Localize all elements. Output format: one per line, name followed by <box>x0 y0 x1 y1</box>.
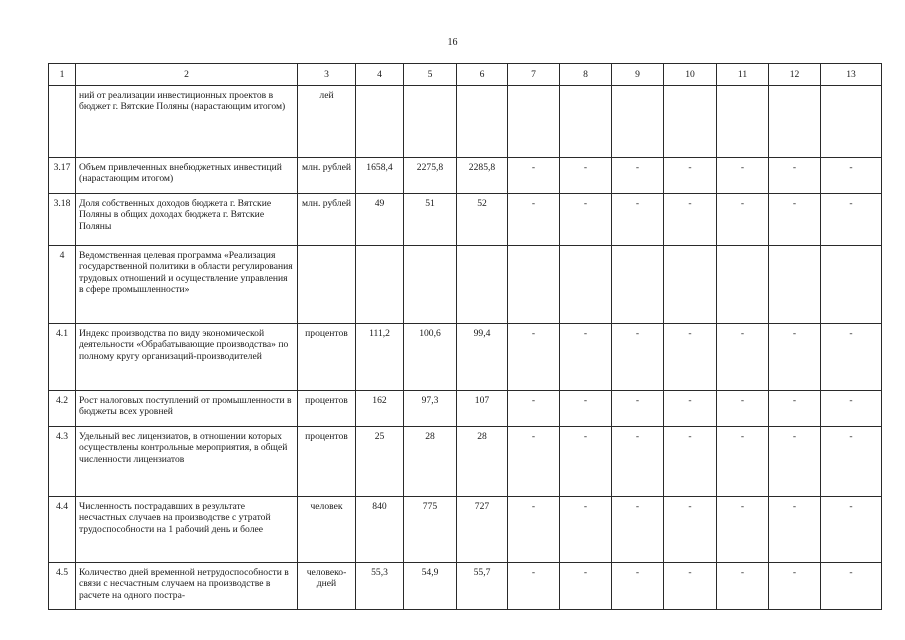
value-cell: - <box>769 427 821 497</box>
value-cell <box>821 246 882 324</box>
column-header: 3 <box>298 64 356 86</box>
column-header: 8 <box>560 64 612 86</box>
value-cell: 99,4 <box>457 324 508 391</box>
value-cell: - <box>508 497 560 563</box>
indicators-table <box>48 63 882 610</box>
unit-cell: процентов <box>298 324 356 391</box>
indicator-name-cell: ний от реализации инвестиционных проектов в бюджет г. Вятские Поляны (нарастающим итогом) <box>76 86 298 158</box>
row-number-cell: 3.17 <box>49 158 76 194</box>
value-cell <box>508 246 560 324</box>
indicator-name-cell: Удельный вес лицензиатов, в отношении которых осуществлены контрольные мероприятия, в общей численности лицензиатов <box>76 427 298 497</box>
value-cell: - <box>821 324 882 391</box>
value-cell: - <box>560 391 612 427</box>
value-cell: - <box>612 194 664 246</box>
value-cell: - <box>717 391 769 427</box>
unit-cell: лей <box>298 86 356 158</box>
value-cell: 54,9 <box>404 563 457 610</box>
value-cell: - <box>612 427 664 497</box>
column-header: 10 <box>664 64 717 86</box>
value-cell: - <box>821 563 882 610</box>
value-cell: - <box>560 563 612 610</box>
value-cell <box>560 86 612 158</box>
value-cell <box>612 86 664 158</box>
value-cell: 52 <box>457 194 508 246</box>
value-cell: - <box>508 324 560 391</box>
value-cell: - <box>717 427 769 497</box>
value-cell: - <box>508 563 560 610</box>
value-cell: 28 <box>457 427 508 497</box>
value-cell: - <box>560 194 612 246</box>
row-number-cell: 4 <box>49 246 76 324</box>
table-row <box>49 427 882 497</box>
value-cell: 97,3 <box>404 391 457 427</box>
value-cell <box>457 246 508 324</box>
unit-cell: человек <box>298 497 356 563</box>
row-number-cell: 4.5 <box>49 563 76 610</box>
value-cell <box>404 246 457 324</box>
value-cell: - <box>508 158 560 194</box>
row-number-cell: 4.1 <box>49 324 76 391</box>
value-cell <box>356 86 404 158</box>
unit-cell <box>298 246 356 324</box>
unit-cell: млн. рублей <box>298 158 356 194</box>
column-header: 13 <box>821 64 882 86</box>
value-cell: 727 <box>457 497 508 563</box>
row-number-cell: 4.4 <box>49 497 76 563</box>
value-cell: - <box>717 563 769 610</box>
value-cell: 51 <box>404 194 457 246</box>
unit-cell: млн. рублей <box>298 194 356 246</box>
value-cell: - <box>612 324 664 391</box>
value-cell <box>404 86 457 158</box>
value-cell: 55,3 <box>356 563 404 610</box>
value-cell <box>356 246 404 324</box>
value-cell: - <box>769 158 821 194</box>
indicator-name-cell: Доля собственных доходов бюджета г. Вятские Поляны в общих доходах бюджета г. Вятские Поляны <box>76 194 298 246</box>
column-header: 4 <box>356 64 404 86</box>
column-header: 12 <box>769 64 821 86</box>
value-cell: 840 <box>356 497 404 563</box>
value-cell <box>508 86 560 158</box>
indicator-name-cell: Численность пострадавших в результате несчастных случаев на производстве с утратой трудоспособности на 1 рабочий день и более <box>76 497 298 563</box>
value-cell <box>717 86 769 158</box>
value-cell: - <box>664 158 717 194</box>
value-cell <box>560 246 612 324</box>
value-cell: - <box>560 427 612 497</box>
unit-cell: процентов <box>298 427 356 497</box>
value-cell: - <box>612 563 664 610</box>
value-cell <box>664 246 717 324</box>
value-cell: - <box>821 158 882 194</box>
value-cell: - <box>769 194 821 246</box>
value-cell: - <box>612 158 664 194</box>
value-cell: - <box>717 194 769 246</box>
value-cell: - <box>821 194 882 246</box>
value-cell: - <box>717 158 769 194</box>
row-number-cell <box>49 86 76 158</box>
indicator-name-cell: Индекс производства по виду экономической деятельности «Обрабатывающие производства» по полному кругу организаций-производителей <box>76 324 298 391</box>
value-cell: - <box>769 563 821 610</box>
column-header: 7 <box>508 64 560 86</box>
table-row <box>49 497 882 563</box>
value-cell: - <box>560 158 612 194</box>
indicator-name-cell: Ведомственная целевая программа «Реализация государственной политики в области регулирования трудовых отношений и осуществление управления в сфере промышленности» <box>76 246 298 324</box>
value-cell <box>821 86 882 158</box>
value-cell <box>664 86 717 158</box>
table-row <box>49 246 882 324</box>
value-cell: - <box>717 497 769 563</box>
table-row <box>49 194 882 246</box>
page-number: 16 <box>447 37 458 48</box>
value-cell: - <box>664 427 717 497</box>
column-header: 1 <box>49 64 76 86</box>
value-cell: - <box>821 427 882 497</box>
value-cell: 1658,4 <box>356 158 404 194</box>
value-cell: - <box>664 391 717 427</box>
row-number-cell: 4.2 <box>49 391 76 427</box>
column-header: 2 <box>76 64 298 86</box>
unit-cell: человеко-дней <box>298 563 356 610</box>
value-cell: 162 <box>356 391 404 427</box>
column-header: 9 <box>612 64 664 86</box>
value-cell <box>769 246 821 324</box>
table-row <box>49 391 882 427</box>
table-header-row <box>49 64 882 86</box>
value-cell: - <box>664 563 717 610</box>
value-cell: - <box>717 324 769 391</box>
value-cell: 25 <box>356 427 404 497</box>
value-cell: - <box>769 391 821 427</box>
value-cell: 107 <box>457 391 508 427</box>
row-number-cell: 3.18 <box>49 194 76 246</box>
column-header: 6 <box>457 64 508 86</box>
table-row <box>49 158 882 194</box>
table-row <box>49 324 882 391</box>
value-cell: - <box>664 497 717 563</box>
table-row <box>49 563 882 610</box>
value-cell: 2285,8 <box>457 158 508 194</box>
unit-cell: процентов <box>298 391 356 427</box>
value-cell: - <box>508 391 560 427</box>
value-cell: - <box>508 194 560 246</box>
value-cell: - <box>821 391 882 427</box>
value-cell: 28 <box>404 427 457 497</box>
value-cell <box>717 246 769 324</box>
value-cell: 775 <box>404 497 457 563</box>
value-cell: - <box>612 497 664 563</box>
table-row <box>49 86 882 158</box>
value-cell: - <box>664 324 717 391</box>
value-cell: 100,6 <box>404 324 457 391</box>
indicator-name-cell: Объем привлеченных внебюджетных инвестиций (нарастающим итогом) <box>76 158 298 194</box>
value-cell <box>612 246 664 324</box>
column-header: 11 <box>717 64 769 86</box>
value-cell: - <box>664 194 717 246</box>
value-cell: 111,2 <box>356 324 404 391</box>
value-cell <box>457 86 508 158</box>
indicator-name-cell: Рост налоговых поступлений от промышленности в бюджеты всех уровней <box>76 391 298 427</box>
value-cell: - <box>560 324 612 391</box>
value-cell: 2275,8 <box>404 158 457 194</box>
value-cell: - <box>560 497 612 563</box>
value-cell: 55,7 <box>457 563 508 610</box>
value-cell <box>769 86 821 158</box>
value-cell: - <box>769 324 821 391</box>
value-cell: - <box>508 427 560 497</box>
value-cell: - <box>612 391 664 427</box>
column-header: 5 <box>404 64 457 86</box>
value-cell: - <box>769 497 821 563</box>
value-cell: 49 <box>356 194 404 246</box>
row-number-cell: 4.3 <box>49 427 76 497</box>
value-cell: - <box>821 497 882 563</box>
indicator-name-cell: Количество дней временной нетрудоспособности в связи с несчастным случаем на производстве в расчете на одного постра- <box>76 563 298 610</box>
